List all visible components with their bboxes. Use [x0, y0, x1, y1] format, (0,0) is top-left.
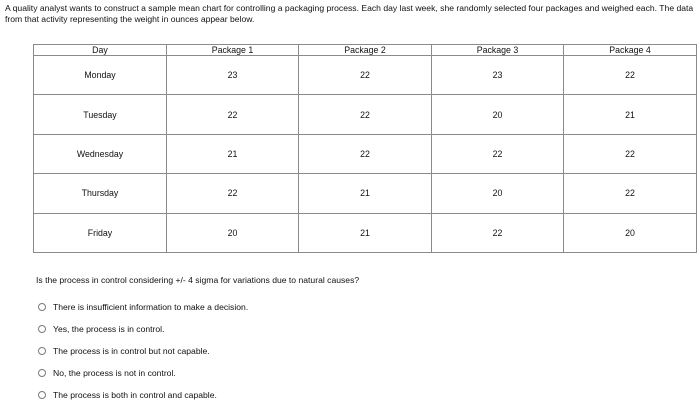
table-row	[34, 213, 697, 252]
answer-options	[36, 296, 248, 403]
table-cell: 21	[564, 95, 697, 134]
question-text: Is the process in control considering +/- 4 sigma for variations due to natural causes?	[36, 275, 360, 285]
option-label: The process is both in control and capable.	[53, 390, 217, 400]
table-row	[34, 56, 697, 95]
table-cell-day: Friday	[34, 213, 167, 252]
option-label: There is insufficient information to make a decision.	[53, 302, 249, 312]
table-cell: 22	[167, 174, 299, 213]
table-cell-day: Wednesday	[34, 134, 167, 173]
radio-button[interactable]	[38, 303, 46, 311]
header-package-4: Package 4	[564, 45, 697, 56]
header-package-1: Package 1	[167, 45, 299, 56]
table-cell: 22	[299, 134, 432, 173]
table-cell: 23	[432, 56, 564, 95]
table-header-row	[34, 45, 697, 56]
answer-option[interactable]	[36, 296, 248, 318]
radio-button[interactable]	[38, 347, 46, 355]
table-row	[34, 174, 697, 213]
table-cell: 22	[432, 134, 564, 173]
table-cell: 22	[432, 213, 564, 252]
table-cell: 20	[564, 213, 697, 252]
table-cell: 21	[167, 134, 299, 173]
table-cell: 20	[432, 95, 564, 134]
table-cell-day: Monday	[34, 56, 167, 95]
table-cell: 21	[299, 213, 432, 252]
table-cell: 22	[564, 56, 697, 95]
radio-button[interactable]	[38, 325, 46, 333]
table-cell-day: Thursday	[34, 174, 167, 213]
table-cell: 20	[167, 213, 299, 252]
header-package-2: Package 2	[299, 45, 432, 56]
answer-option[interactable]	[36, 362, 248, 384]
table-cell: 22	[564, 134, 697, 173]
table-row	[34, 95, 697, 134]
option-label: The process is in control but not capable.	[53, 346, 210, 356]
radio-button[interactable]	[38, 369, 46, 377]
answer-option[interactable]	[36, 340, 248, 362]
table-cell: 20	[432, 174, 564, 213]
header-package-3: Package 3	[432, 45, 564, 56]
table-row	[34, 134, 697, 173]
table-cell: 22	[299, 56, 432, 95]
table-cell: 22	[299, 95, 432, 134]
option-label: Yes, the process is in control.	[53, 324, 165, 334]
problem-statement: A quality analyst wants to construct a sample mean chart for controlling a packaging process. Each day last week, she randomly selected four packages and weighed each. The data from that activity representing the weight in ounces appear below.	[5, 3, 694, 24]
weights-table	[33, 44, 697, 253]
header-day: Day	[34, 45, 167, 56]
answer-option[interactable]	[36, 318, 248, 340]
radio-button[interactable]	[38, 391, 46, 399]
option-label: No, the process is not in control.	[53, 368, 176, 378]
table-cell: 22	[564, 174, 697, 213]
table-cell: 23	[167, 56, 299, 95]
answer-option[interactable]	[36, 384, 248, 403]
table-cell: 22	[167, 95, 299, 134]
table-cell: 21	[299, 174, 432, 213]
table-cell-day: Tuesday	[34, 95, 167, 134]
